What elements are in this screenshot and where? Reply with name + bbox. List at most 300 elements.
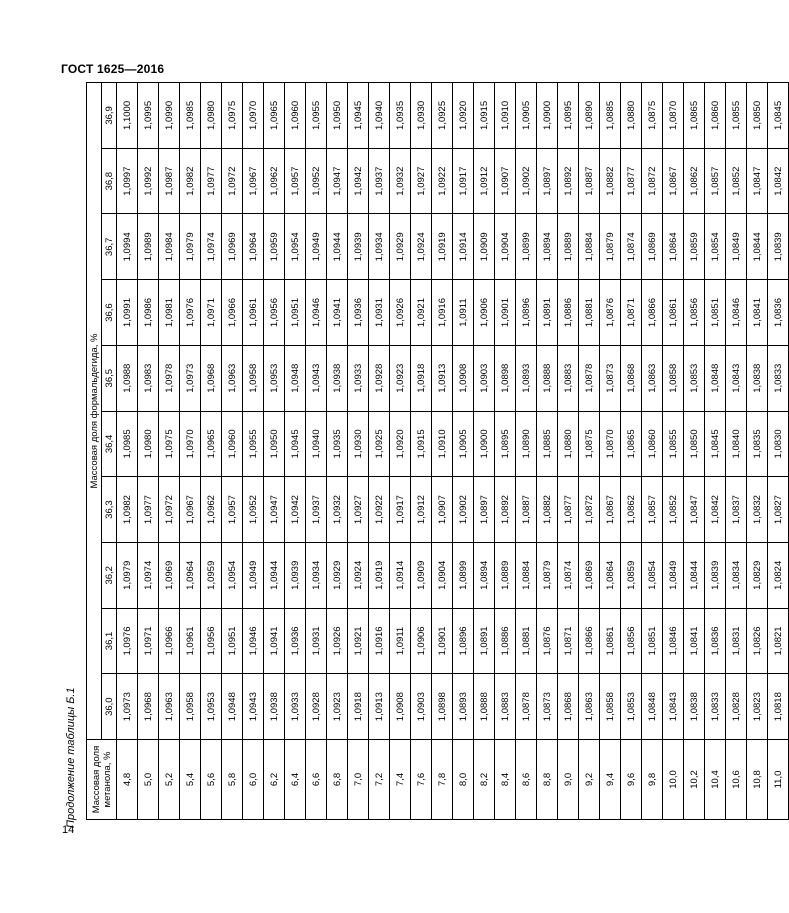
table-row [138, 83, 159, 820]
table-cell: 1,0961 [180, 608, 201, 674]
table-cell: 1,0949 [306, 214, 327, 280]
table-cell: 1,0851 [705, 280, 726, 346]
group-header-formaldehyde: Массовая доля формальдегида, % [87, 83, 102, 740]
table-cell: 1,0986 [138, 280, 159, 346]
table-cell: 1,0963 [222, 345, 243, 411]
table-cell: 1,0821 [768, 608, 789, 674]
column-header: 36,6 [102, 280, 117, 346]
table-cell: 1,0854 [705, 214, 726, 280]
table-cell: 1,0904 [495, 214, 516, 280]
column-header: 36,9 [102, 83, 117, 149]
table-cell: 1,0955 [306, 83, 327, 149]
table-cell: 1,0856 [684, 280, 705, 346]
table-cell: 1,0947 [327, 148, 348, 214]
table-cell: 1,0858 [600, 674, 621, 740]
table-cell: 1,0935 [327, 411, 348, 477]
table-cell: 1,0841 [684, 608, 705, 674]
column-header: 36,1 [102, 608, 117, 674]
table-cell: 1,0908 [453, 345, 474, 411]
row-label: 8,4 [495, 740, 516, 820]
table-cell: 1,0951 [285, 280, 306, 346]
table-row [159, 83, 180, 820]
row-label: 7,6 [411, 740, 432, 820]
density-table-wrap [86, 82, 784, 820]
table-cell: 1,0898 [495, 345, 516, 411]
table-cell: 1,0873 [600, 345, 621, 411]
table-cell: 1,0994 [117, 214, 138, 280]
table-cell: 1,0892 [495, 477, 516, 543]
table-cell: 1,0972 [222, 148, 243, 214]
table-cell: 1,0849 [726, 214, 747, 280]
table-cell: 1,0869 [579, 542, 600, 608]
table-cell: 1,0950 [327, 83, 348, 149]
table-cell: 1,0841 [747, 280, 768, 346]
table-cell: 1,0886 [558, 280, 579, 346]
table-cell: 1,0980 [138, 411, 159, 477]
table-cell: 1,0839 [705, 542, 726, 608]
table-cell: 1,0884 [516, 542, 537, 608]
table-cell: 1,0873 [537, 674, 558, 740]
table-cell: 1,0897 [474, 477, 495, 543]
table-cell: 1,0961 [243, 280, 264, 346]
table-cell: 1,0888 [474, 674, 495, 740]
table-cell: 1,0919 [369, 542, 390, 608]
table-cell: 1,0860 [642, 411, 663, 477]
table-cell: 1,0982 [180, 148, 201, 214]
table-cell: 1,0970 [180, 411, 201, 477]
table-cell: 1,0967 [180, 477, 201, 543]
table-row [621, 83, 642, 820]
table-row [516, 83, 537, 820]
table-cell: 1,0964 [243, 214, 264, 280]
table-cell: 1,0833 [705, 674, 726, 740]
table-cell: 1,0896 [453, 608, 474, 674]
table-cell: 1,0948 [285, 345, 306, 411]
table-cell: 1,0926 [327, 608, 348, 674]
table-cell: 1,0997 [117, 148, 138, 214]
table-cell: 1,0836 [768, 280, 789, 346]
table-row [180, 83, 201, 820]
table-cell: 1,0881 [579, 280, 600, 346]
table-cell: 1,0937 [369, 148, 390, 214]
table-cell: 1,0855 [726, 83, 747, 149]
table-cell: 1,0919 [432, 214, 453, 280]
table-cell: 1,0834 [726, 542, 747, 608]
table-cell: 1,0906 [474, 280, 495, 346]
table-cell: 1,0955 [243, 411, 264, 477]
table-cell: 1,0836 [705, 608, 726, 674]
table-cell: 1,0874 [621, 214, 642, 280]
table-cell: 1,0933 [348, 345, 369, 411]
table-cell: 1,0946 [306, 280, 327, 346]
page-number: 14 [62, 824, 75, 836]
table-cell: 1,0953 [264, 345, 285, 411]
table-cell: 1,0975 [222, 83, 243, 149]
table-cell: 1,0880 [558, 411, 579, 477]
row-label: 4,8 [117, 740, 138, 820]
table-cell: 1,0883 [495, 674, 516, 740]
table-cell: 1,0977 [138, 477, 159, 543]
table-cell: 1,0899 [453, 542, 474, 608]
table-cell: 1,0925 [369, 411, 390, 477]
table-cell: 1,0920 [390, 411, 411, 477]
table-cell: 1,0995 [138, 83, 159, 149]
row-label: 6,4 [285, 740, 306, 820]
table-row [243, 83, 264, 820]
table-cell: 1,0916 [432, 280, 453, 346]
table-cell: 1,0935 [390, 83, 411, 149]
table-cell: 1,0837 [726, 477, 747, 543]
row-label: 5,0 [138, 740, 159, 820]
table-cell: 1,0856 [621, 608, 642, 674]
row-label: 7,2 [369, 740, 390, 820]
table-cell: 1,0889 [558, 214, 579, 280]
table-cell: 1,0879 [600, 214, 621, 280]
table-row [222, 83, 243, 820]
table-cell: 1,0945 [348, 83, 369, 149]
table-header-row-top [87, 83, 102, 820]
table-cell: 1,0985 [180, 83, 201, 149]
table-cell: 1,0930 [348, 411, 369, 477]
table-cell: 1,0921 [348, 608, 369, 674]
table-cell: 1,0984 [159, 214, 180, 280]
table-cell: 1,0977 [201, 148, 222, 214]
table-cell: 1,0917 [390, 477, 411, 543]
column-header: 36,4 [102, 411, 117, 477]
table-cell: 1,0905 [453, 411, 474, 477]
table-cell: 1,0944 [264, 542, 285, 608]
table-cell: 1,0838 [747, 345, 768, 411]
table-cell: 1,0887 [516, 477, 537, 543]
table-cell: 1,0889 [495, 542, 516, 608]
row-label: 7,4 [390, 740, 411, 820]
table-row [537, 83, 558, 820]
table-cell: 1,0863 [579, 674, 600, 740]
table-cell: 1,0886 [495, 608, 516, 674]
row-label: 9,8 [642, 740, 663, 820]
column-header: 36,8 [102, 148, 117, 214]
table-cell: 1,0934 [369, 214, 390, 280]
table-cell: 1,0923 [390, 345, 411, 411]
table-cell: 1,0840 [726, 411, 747, 477]
table-row [663, 83, 684, 820]
standard-code: ГОСТ 1625—2016 [61, 62, 165, 76]
table-body [117, 83, 789, 820]
table-cell: 1,0866 [642, 280, 663, 346]
table-cell: 1,0848 [705, 345, 726, 411]
table-cell: 1,0992 [138, 148, 159, 214]
table-cell: 1,0964 [180, 542, 201, 608]
table-cell: 1,0988 [117, 345, 138, 411]
table-cell: 1,0912 [411, 477, 432, 543]
table-cell: 1,0878 [516, 674, 537, 740]
table-cell: 1,0971 [201, 280, 222, 346]
table-cell: 1,0884 [579, 214, 600, 280]
table-cell: 1,0864 [600, 542, 621, 608]
table-cell: 1,0871 [621, 280, 642, 346]
table-cell: 1,0968 [138, 674, 159, 740]
table-cell: 1,0924 [348, 542, 369, 608]
table-cell: 1,0824 [768, 542, 789, 608]
table-cell: 1,0852 [663, 477, 684, 543]
table-cell: 1,0861 [663, 280, 684, 346]
table-cell: 1,0844 [684, 542, 705, 608]
table-cell: 1,0923 [327, 674, 348, 740]
table-cell: 1,0976 [117, 608, 138, 674]
table-cell: 1,0878 [579, 345, 600, 411]
table-cell: 1,0968 [201, 345, 222, 411]
table-cell: 1,0874 [558, 542, 579, 608]
table-cell: 1,0943 [243, 674, 264, 740]
table-cell: 1,0846 [663, 608, 684, 674]
table-cell: 1,0883 [558, 345, 579, 411]
table-cell: 1,0930 [411, 83, 432, 149]
table-cell: 1,0971 [138, 608, 159, 674]
table-cell: 1,0921 [411, 280, 432, 346]
table-cell: 1,0922 [369, 477, 390, 543]
column-header: 36,7 [102, 214, 117, 280]
table-cell: 1,0832 [747, 477, 768, 543]
row-label: 6,8 [327, 740, 348, 820]
table-cell: 1,0942 [285, 477, 306, 543]
table-cell: 1,0879 [537, 542, 558, 608]
table-cell: 1,0902 [516, 148, 537, 214]
column-header: 36,5 [102, 345, 117, 411]
table-row [285, 83, 306, 820]
row-label: 11,0 [768, 740, 789, 820]
table-cell: 1,0958 [243, 345, 264, 411]
table-cell: 1,0951 [222, 608, 243, 674]
table-cell: 1,0958 [180, 674, 201, 740]
table-cell: 1,0833 [768, 345, 789, 411]
table-cell: 1,0835 [747, 411, 768, 477]
table-cell: 1,0854 [642, 542, 663, 608]
table-row [642, 83, 663, 820]
table-cell: 1,0857 [705, 148, 726, 214]
row-label: 10,6 [726, 740, 747, 820]
table-cell: 1,0914 [453, 214, 474, 280]
table-cell: 1,0928 [369, 345, 390, 411]
table-cell: 1,0936 [285, 608, 306, 674]
table-cell: 1,0943 [306, 345, 327, 411]
table-cell: 1,0924 [411, 214, 432, 280]
table-cell: 1,0826 [747, 608, 768, 674]
table-cell: 1,0891 [537, 280, 558, 346]
table-cell: 1,0936 [348, 280, 369, 346]
table-cell: 1,0864 [663, 214, 684, 280]
table-cell: 1,0931 [369, 280, 390, 346]
table-cell: 1,0900 [537, 83, 558, 149]
table-cell: 1,0929 [327, 542, 348, 608]
table-cell: 1,0940 [369, 83, 390, 149]
table-cell: 1,0876 [537, 608, 558, 674]
table-cell: 1,0916 [369, 608, 390, 674]
table-cell: 1,0906 [411, 608, 432, 674]
table-row [201, 83, 222, 820]
table-cell: 1,0963 [159, 674, 180, 740]
table-cell: 1,0938 [264, 674, 285, 740]
column-header: 36,3 [102, 477, 117, 543]
table-cell: 1,0885 [537, 411, 558, 477]
table-cell: 1,0901 [495, 280, 516, 346]
table-cell: 1,0827 [768, 477, 789, 543]
table-cell: 1,0890 [516, 411, 537, 477]
table-cell: 1,0851 [642, 608, 663, 674]
table-cell: 1,0903 [411, 674, 432, 740]
table-row [117, 83, 138, 820]
table-cell: 1,0872 [642, 148, 663, 214]
table-cell: 1,0976 [180, 280, 201, 346]
table-cell: 1,0838 [684, 674, 705, 740]
table-row [390, 83, 411, 820]
table-cell: 1,0944 [327, 214, 348, 280]
table-cell: 1,0957 [222, 477, 243, 543]
table-cell: 1,0956 [264, 280, 285, 346]
table-cell: 1,0991 [117, 280, 138, 346]
table-cell: 1,0845 [768, 83, 789, 149]
table-cell: 1,0922 [432, 148, 453, 214]
table-cell: 1,0818 [768, 674, 789, 740]
table-cell: 1,0945 [285, 411, 306, 477]
table-cell: 1,0965 [264, 83, 285, 149]
table-cell: 1,0858 [663, 345, 684, 411]
table-cell: 1,0867 [663, 148, 684, 214]
table-cell: 1,0956 [201, 608, 222, 674]
table-cell: 1,0957 [285, 148, 306, 214]
table-cell: 1,0979 [117, 542, 138, 608]
table-cell: 1,0954 [285, 214, 306, 280]
table-row [453, 83, 474, 820]
table-cell: 1,0866 [579, 608, 600, 674]
row-label: 10,0 [663, 740, 684, 820]
table-cell: 1,0823 [747, 674, 768, 740]
row-label: 9,0 [558, 740, 579, 820]
table-row [726, 83, 747, 820]
row-label: 8,0 [453, 740, 474, 820]
row-label: 8,2 [474, 740, 495, 820]
table-cell: 1,0913 [432, 345, 453, 411]
table-cell: 1,0862 [684, 148, 705, 214]
row-label: 8,6 [516, 740, 537, 820]
table-cell: 1,0960 [285, 83, 306, 149]
table-cell: 1,0896 [516, 280, 537, 346]
table-cell: 1,0888 [537, 345, 558, 411]
table-cell: 1,0877 [558, 477, 579, 543]
table-cell: 1,0952 [243, 477, 264, 543]
table-cell: 1,0847 [747, 148, 768, 214]
table-row [474, 83, 495, 820]
table-cell: 1,0974 [201, 214, 222, 280]
table-cell: 1,0828 [726, 674, 747, 740]
table-cell: 1,0876 [600, 280, 621, 346]
table-cell: 1,0947 [264, 477, 285, 543]
table-cell: 1,0985 [117, 411, 138, 477]
table-cell: 1,0894 [474, 542, 495, 608]
table-cell: 1,0843 [726, 345, 747, 411]
row-label: 5,4 [180, 740, 201, 820]
table-cell: 1,0861 [600, 608, 621, 674]
table-cell: 1,0987 [159, 148, 180, 214]
table-cell: 1,0962 [201, 477, 222, 543]
table-cell: 1,0907 [432, 477, 453, 543]
table-cell: 1,0978 [159, 345, 180, 411]
table-cell: 1,0875 [579, 411, 600, 477]
row-label: 10,8 [747, 740, 768, 820]
table-header-row-columns [102, 83, 117, 820]
table-cell: 1,0915 [474, 83, 495, 149]
table-cell: 1,0990 [159, 83, 180, 149]
table-cell: 1,0902 [453, 477, 474, 543]
table-row [306, 83, 327, 820]
density-table [86, 82, 789, 820]
table-cell: 1,0918 [411, 345, 432, 411]
table-cell: 1,0901 [432, 608, 453, 674]
table-cell: 1,0966 [159, 608, 180, 674]
table-cell: 1,0938 [327, 345, 348, 411]
table-cell: 1,0895 [495, 411, 516, 477]
row-label: 5,6 [201, 740, 222, 820]
table-cell: 1,0913 [369, 674, 390, 740]
table-cell: 1,0960 [222, 411, 243, 477]
table-row [705, 83, 726, 820]
row-label: 9,4 [600, 740, 621, 820]
table-row [432, 83, 453, 820]
row-label: 10,4 [705, 740, 726, 820]
row-label: 9,6 [621, 740, 642, 820]
table-cell: 1,0846 [726, 280, 747, 346]
column-header: 36,0 [102, 674, 117, 740]
table-cell: 1,0870 [663, 83, 684, 149]
table-cell: 1,0914 [390, 542, 411, 608]
table-cell: 1,0853 [684, 345, 705, 411]
table-cell: 1,0871 [558, 608, 579, 674]
table-caption: Продолжение таблицы Б.1 [65, 687, 77, 828]
table-cell: 1,0853 [621, 674, 642, 740]
row-label: 6,2 [264, 740, 285, 820]
table-cell: 1,0845 [705, 411, 726, 477]
table-cell: 1,0842 [705, 477, 726, 543]
table-cell: 1,0882 [600, 148, 621, 214]
row-label: 6,0 [243, 740, 264, 820]
table-cell: 1,0855 [663, 411, 684, 477]
table-cell: 1,0894 [537, 214, 558, 280]
table-cell: 1,0959 [201, 542, 222, 608]
table-cell: 1,0953 [201, 674, 222, 740]
table-cell: 1,0927 [348, 477, 369, 543]
table-cell: 1,0848 [642, 674, 663, 740]
table-cell: 1,0893 [453, 674, 474, 740]
table-cell: 1,0910 [432, 411, 453, 477]
table-row [600, 83, 621, 820]
table-cell: 1,0926 [390, 280, 411, 346]
table-cell: 1,0941 [327, 280, 348, 346]
table-cell: 1,0908 [390, 674, 411, 740]
table-cell: 1,0849 [663, 542, 684, 608]
row-label: 9,2 [579, 740, 600, 820]
table-cell: 1,0862 [621, 477, 642, 543]
table-cell: 1,0850 [747, 83, 768, 149]
table-caption-wrap [56, 30, 86, 830]
table-cell: 1,0887 [579, 148, 600, 214]
table-cell: 1,0973 [180, 345, 201, 411]
table-cell: 1,0970 [243, 83, 264, 149]
table-row [495, 83, 516, 820]
table-row [264, 83, 285, 820]
table-cell: 1,0920 [453, 83, 474, 149]
table-cell: 1,0899 [516, 214, 537, 280]
table-cell: 1,0904 [432, 542, 453, 608]
table-cell: 1,0941 [264, 608, 285, 674]
